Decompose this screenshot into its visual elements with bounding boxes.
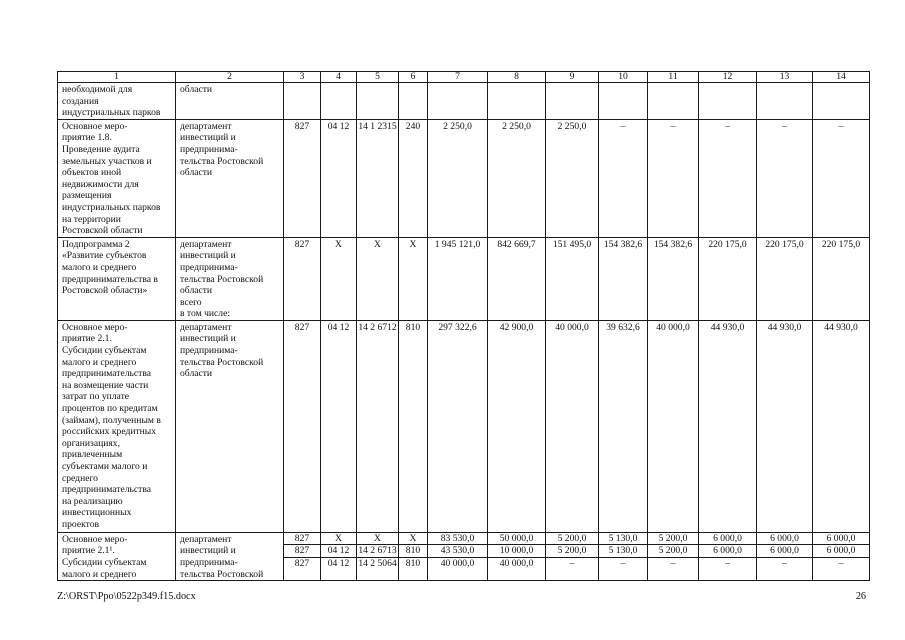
description-cell: необходимой для создания индустриальных парков bbox=[58, 83, 176, 120]
column-number: 4 bbox=[321, 72, 357, 83]
value-cell: 5 130,0 bbox=[599, 545, 648, 557]
value-cell: 40 000,0 bbox=[428, 557, 488, 581]
value-cell: 220 175,0 bbox=[757, 237, 813, 320]
value-cell bbox=[488, 83, 546, 120]
value-cell: – bbox=[699, 119, 757, 237]
value-cell: – bbox=[648, 119, 699, 237]
value-cell: – bbox=[757, 557, 813, 581]
value-cell: 44 930,0 bbox=[699, 320, 757, 532]
value-cell: X bbox=[357, 532, 399, 544]
value-cell: 04 12 bbox=[321, 320, 357, 532]
value-cell: 2 250,0 bbox=[428, 119, 488, 237]
value-cell bbox=[284, 83, 321, 120]
value-cell: 220 175,0 bbox=[813, 237, 870, 320]
value-cell: 42 900,0 bbox=[488, 320, 546, 532]
value-cell: 151 495,0 bbox=[546, 237, 599, 320]
value-cell: X bbox=[399, 237, 428, 320]
value-cell: 40 000,0 bbox=[546, 320, 599, 532]
department-cell: департамент инвестиций и предпринима- тельства Ростовской области bbox=[176, 119, 284, 237]
value-cell bbox=[321, 83, 357, 120]
value-cell: 10 000,0 bbox=[488, 545, 546, 557]
value-cell: 154 382,6 bbox=[648, 237, 699, 320]
value-cell: 44 930,0 bbox=[757, 320, 813, 532]
value-cell: 810 bbox=[399, 545, 428, 557]
value-cell: X bbox=[321, 237, 357, 320]
value-cell: X bbox=[357, 237, 399, 320]
value-cell: 6 000,0 bbox=[757, 532, 813, 544]
value-cell: 6 000,0 bbox=[699, 532, 757, 544]
value-cell: 297 322,6 bbox=[428, 320, 488, 532]
page-number: 26 bbox=[855, 591, 866, 602]
value-cell: 6 000,0 bbox=[813, 545, 870, 557]
value-cell: 50 000,0 bbox=[488, 532, 546, 544]
column-number: 8 bbox=[488, 72, 546, 83]
value-cell: 2 250,0 bbox=[546, 119, 599, 237]
value-cell bbox=[699, 83, 757, 120]
description-cell: Основное меро- приятие 2.1¹. Субсидии субъектам малого и среднего bbox=[58, 532, 176, 580]
value-cell: 14 2 5064 bbox=[357, 557, 399, 581]
value-cell: 220 175,0 bbox=[699, 237, 757, 320]
value-cell bbox=[648, 83, 699, 120]
value-cell: 40 000,0 bbox=[648, 320, 699, 532]
value-cell bbox=[813, 83, 870, 120]
column-number: 10 bbox=[599, 72, 648, 83]
value-cell: 04 12 bbox=[321, 119, 357, 237]
table-row bbox=[58, 237, 870, 320]
value-cell: 2 250,0 bbox=[488, 119, 546, 237]
department-cell: департамент инвестиций и предпринима- тельства Ростовской области bbox=[176, 320, 284, 532]
value-cell: 43 530,0 bbox=[428, 545, 488, 557]
value-cell: X bbox=[321, 532, 357, 544]
value-cell: – bbox=[757, 119, 813, 237]
value-cell: 5 130,0 bbox=[599, 532, 648, 544]
value-cell: – bbox=[599, 119, 648, 237]
value-cell: 04 12 bbox=[321, 557, 357, 581]
value-cell: 154 382,6 bbox=[599, 237, 648, 320]
value-cell bbox=[546, 83, 599, 120]
value-cell: 827 bbox=[284, 545, 321, 557]
value-cell: 14 1 2315 bbox=[357, 119, 399, 237]
value-cell: 810 bbox=[399, 320, 428, 532]
description-cell: Основное меро- приятие 1.8. Проведение аудита земельных участков и объектов иной недвижимости для размещения индустриальных парков на территории Ростовской области bbox=[58, 119, 176, 237]
column-number: 9 bbox=[546, 72, 599, 83]
data-table bbox=[57, 71, 870, 581]
value-cell: 240 bbox=[399, 119, 428, 237]
value-cell: – bbox=[546, 557, 599, 581]
value-cell: 5 200,0 bbox=[648, 532, 699, 544]
value-cell: – bbox=[813, 119, 870, 237]
value-cell: 5 200,0 bbox=[546, 545, 599, 557]
value-cell: 827 bbox=[284, 320, 321, 532]
value-cell: 5 200,0 bbox=[546, 532, 599, 544]
value-cell: 14 2 6713 bbox=[358, 545, 397, 557]
value-cell: 40 000,0 bbox=[488, 557, 546, 581]
value-cell: 827 bbox=[284, 532, 321, 544]
description-cell: Подпрограмма 2 «Развитие субъектов малого и среднего предпринимательства в Ростовской области» bbox=[58, 237, 176, 320]
table-row bbox=[58, 83, 870, 120]
column-number-row bbox=[58, 72, 870, 83]
value-cell: X bbox=[399, 532, 428, 544]
column-number: 7 bbox=[428, 72, 488, 83]
column-number: 11 bbox=[648, 72, 699, 83]
value-cell: 39 632,6 bbox=[599, 320, 648, 532]
value-cell: 810 bbox=[399, 557, 428, 581]
value-cell bbox=[399, 83, 428, 120]
value-cell: – bbox=[599, 557, 648, 581]
column-number: 14 bbox=[813, 72, 870, 83]
value-cell: 6 000,0 bbox=[699, 545, 757, 557]
value-cell: – bbox=[648, 557, 699, 581]
column-number: 3 bbox=[284, 72, 321, 83]
value-cell: 44 930,0 bbox=[813, 320, 870, 532]
department-cell: департамент инвестиций и предпринима- тельства Ростовской области всего в том числе: bbox=[176, 237, 284, 320]
column-number: 5 bbox=[357, 72, 399, 83]
value-cell: 83 530,0 bbox=[428, 532, 488, 544]
value-cell bbox=[599, 83, 648, 120]
value-cell: – bbox=[699, 557, 757, 581]
column-number: 2 bbox=[176, 72, 284, 83]
value-cell: 04 12 bbox=[321, 545, 357, 557]
table-row bbox=[58, 532, 870, 544]
value-cell bbox=[428, 83, 488, 120]
description-cell: Основное меро- приятие 2.1. Субсидии субъектам малого и среднего предпринимательства на возмещение части затрат по уплате процентов по кредитам (займам), полученным в российских кредитных организациях, привлеченным субъектами малого и среднего предпринимательства на реализацию инвестиционных проектов bbox=[58, 320, 176, 532]
column-number: 6 bbox=[399, 72, 428, 83]
table-row bbox=[58, 119, 870, 237]
table-row bbox=[58, 320, 870, 532]
department-cell: области bbox=[176, 83, 284, 120]
value-cell: 827 bbox=[284, 557, 321, 581]
column-number: 13 bbox=[757, 72, 813, 83]
footer-file-path: Z:\ORST\Ppo\0522p349.f15.docx bbox=[57, 591, 196, 602]
value-cell: 1 945 121,0 bbox=[428, 237, 488, 320]
value-cell: 827 bbox=[284, 237, 321, 320]
value-cell: 14 2 6712 bbox=[357, 320, 399, 532]
value-cell bbox=[757, 83, 813, 120]
value-cell bbox=[357, 83, 399, 120]
department-cell: департамент инвестиций и предпринима- тельства Ростовской bbox=[176, 532, 284, 580]
column-number: 1 bbox=[58, 72, 176, 83]
column-number: 12 bbox=[699, 72, 757, 83]
value-cell: 842 669,7 bbox=[488, 237, 546, 320]
value-cell: – bbox=[813, 557, 870, 581]
value-cell: 827 bbox=[284, 119, 321, 237]
value-cell: 6 000,0 bbox=[813, 532, 870, 544]
value-cell: 6 000,0 bbox=[757, 545, 813, 557]
value-cell: 5 200,0 bbox=[648, 545, 699, 557]
